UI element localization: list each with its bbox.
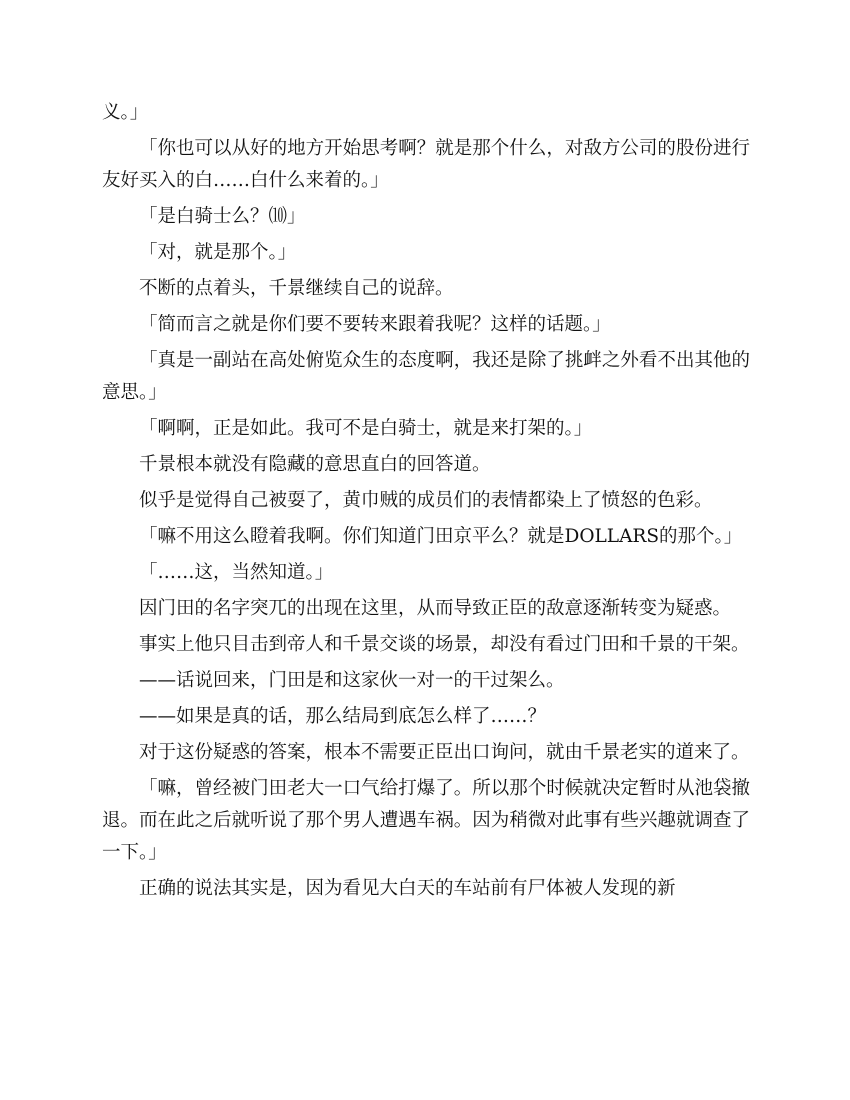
paragraph: 「真是一副站在高处俯览众生的态度啊，我还是除了挑衅之外看不出其他的意思。」 [102, 350, 750, 403]
document-page [102, 97, 750, 909]
paragraph: ——如果是真的话，那么结局到底怎么样了……？ [139, 706, 547, 727]
paragraph: 「简而言之就是你们要不要转来跟着我呢？这样的话题。」 [139, 314, 611, 335]
paragraph: 「对，就是那个。」 [139, 242, 297, 263]
paragraph: 「嘛不用这么瞪着我啊。你们知道门田京平么？就是DOLLARS的那个。」 [139, 526, 743, 547]
paragraph: 「嘛，曾经被门田老大一口气给打爆了。所以那个时候就决定暂时从池袋撤退。而在此之后就听说了那个男人遭遇车祸。因为稍微对此事有些兴趣就调查了一下。」 [102, 778, 750, 863]
paragraph: ——话说回来，门田是和这家伙一对一的干过架么。 [139, 670, 565, 691]
paragraph: 正确的说法其实是，因为看见大白天的车站前有尸体被人发现的新 [139, 878, 676, 899]
paragraph: 「你也可以从好的地方开始思考啊？就是那个什么，对敌方公司的股份进行友好买入的白……白什么来着的。」 [102, 138, 750, 191]
paragraph: 「是白骑士么？⑽」 [139, 206, 306, 227]
paragraph: 因门田的名字突兀的出现在这里，从而导致正臣的敌意逐渐转变为疑惑。 [139, 598, 732, 619]
paragraph: 千景根本就没有隐藏的意思直白的回答道。 [139, 454, 491, 475]
paragraph: 对于这份疑惑的答案，根本不需要正臣出口询问，就由千景老实的道来了。 [139, 742, 750, 763]
paragraph: 义。」 [102, 102, 149, 123]
paragraph: 「……这，当然知道。」 [139, 562, 334, 583]
paragraph: 不断的点着头，千景继续自己的说辞。 [139, 278, 454, 299]
paragraph: 事实上他只目击到帝人和千景交谈的场景，却没有看过门田和千景的干架。 [139, 634, 750, 655]
paragraph: 似乎是觉得自己被耍了，黄巾贼的成员们的表情都染上了愤怒的色彩。 [139, 490, 713, 511]
paragraph: 「啊啊，正是如此。我可不是白骑士，就是来打架的。」 [139, 418, 593, 439]
